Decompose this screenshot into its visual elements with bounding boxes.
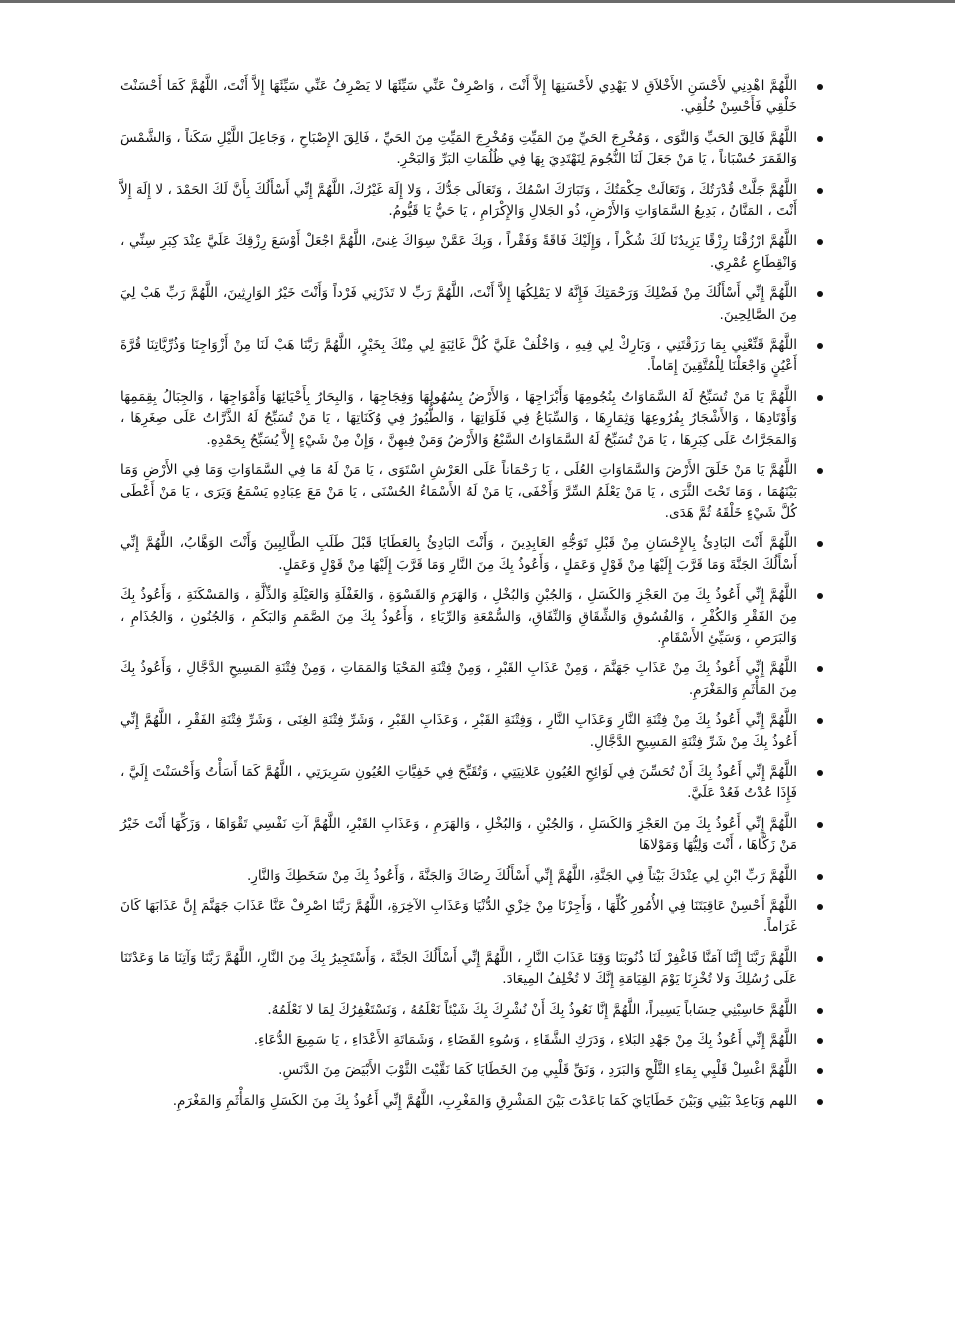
list-item-text: اللَّهُمَّ أَحْسِنْ عَاقِبَتَنَا فِي الأُمُورِ كُلِّهَا ، وَأَجِرْنَا مِنْ خِزْيِ الدُّنْيَا وَعَذَابِ الآخِرَةِ، اللَّهُمَّ رَبَّنَا اصْرِفْ عَنَّا عَذَابَ جَهَنَّمَ إِنَّ عَذَابَهَا كَانَ غَرَاماً. [120, 898, 797, 936]
list-item-text: اللَّهُمَّ يَا مَنْ تُسَبِّحُ لَهُ السَّمَاوَاتُ بِنُجُومِهَا وَأَبْرَاجِهَا ، وَالأَرْضُ بِسُهُولِهَا وَفِجَاجِهَا ، وَالبِحَارُ بِأَحْيَائِهَا وَأَمْوَاجِهَا ، وَالجِبَالُ بِقِمَمِهَا وَأَوْتَادِهَا ، وَالأَشْجَارُ بِفُرُوعِهَا وَثِمَارِهَا ، وَالسِّبَاعُ فِي فَلَوَاتِهَا ، وَالطُّيُورُ فِي وُكَنَاتِهَا ، يَا مَنْ تُسَبِّحُ لَهُ الذَّرَّاتُ عَلَى صِغَرِهَا ، وَالمَجَرَّاتُ عَلَى كِبَرِهَا ، يَا مَنْ تُسَبِّحُ لَهُ السَّمَاوَاتُ السَّبْعُ وَالأَرْضُ وَمَنْ فِيهِنَّ ، وَإِنْ مِنْ شَيْءٍ إِلاَّ يُسَبِّحُ بِحَمْدِهِ. [120, 388, 797, 448]
list-item-text: اللَّهُمَّ ارْزُقْنَا رِزْقًا يَزِيدُنَا لَكَ شُكْراً ، وَإِلَيْكَ فَاقَةً وَفَقْراً ، وَبِكَ عَمَّنْ سِوَاكَ غِنىً، اللَّهُمَّ اجْعَلْ أَوْسَعَ رِزْقِكَ عَلَيَّ عِنْدَ كِبَرِ سِنِّي ، وَانْقِطَاعِ عُمْرِي. [120, 233, 797, 271]
list-item [120, 335, 825, 378]
bullet-icon [817, 874, 823, 880]
list-item-text: اللَّهُمَّ يَا مَنْ خَلَقَ الأَرْضَ وَالسَّمَاوَاتِ العُلَى ، يَا رَحْمَاناً عَلَى العَرْشِ اسْتَوَى ، يَا مَنْ لَهُ مَا فِي السَّمَاوَاتِ وَمَا فِي الأَرْضِ وَمَا بَيْنَهُمَا ، وَمَا تَحْتَ الثَّرَى ، يَا مَنْ يَعْلَمُ السِّرَّ وَأَخْفَى، يَا مَنْ لَهُ الأَسْمَاءُ الحُسْنَى ، يَا مَنْ مَعَ عِبَادِهِ يَسْمَعُ وَيَرَى ، يَا مَنْ أَعْطَى كُلَّ شَيْءٍ خَلْقَهُ ثُمَّ هَدَى. [120, 462, 797, 521]
list-item [120, 866, 825, 887]
bullet-icon [817, 904, 823, 910]
bullet-icon [817, 1038, 823, 1044]
bullet-icon [817, 136, 823, 142]
dua-list [120, 76, 825, 1112]
list-item-text: اللَّهُمَّ حَاسِبْنِي حِسَاباً يَسِيراً، اللَّهُمَّ إِنَّا نَعُوذُ بِكَ أَنْ نُشْرِكَ بِكَ شَيْئاً نَعْلَمُهُ ، وَنَسْتَغْفِرُكَ لِمَا لا نَعْلَمُهُ. [267, 1001, 797, 1018]
list-item [120, 1030, 825, 1051]
list-item-text: اللَّهُمَّ فَالِقَ الحَبِّ وَالنَّوَى ، وَمُخْرِجَ الحَيِّ مِنَ المَيِّتِ وَمُخْرِجَ المَيِّتِ مِنَ الحَيِّ ، فَالِقَ الإِصْبَاحِ ، وَجَاعِلَ اللَّيْلِ سَكَناً ، وَالشَّمْسَ وَالقَمَرَ حُسْبَاناً ، يَا مَنْ جَعَلَ لَنَا النُّجُومَ لِنَهْتَدِيَ بِهَا فِي ظُلُمَاتِ البَرِّ وَالبَحْرِ. [120, 129, 797, 168]
list-item-text: اللهم وَبَاعِدْ بَيْنِي وَبَيْنَ خَطَايَايَ كَمَا بَاعَدْتَ بَيْنَ المَشْرِقِ وَالمَغْرِبِ، اللَّهُمَّ إِنِّي أَعُوذُ بِكَ مِنَ الكَسَلِ وَالمَأْثَمِ وَالمَغْرَمِ. [172, 1092, 797, 1109]
list-item-text: اللَّهُمَّ قَنِّعْنِي بِمَا رَزَقْتَنِي ، وَبَارِكْ لِي فِيهِ ، وَاخْلُفْ عَلَيَّ كُلَّ غَائِبَةٍ لِي مِنْكَ بِخَيْرٍ، اللَّهُمَّ رَبَّنَا هَبْ لَنَا مِنْ أَزْوَاجِنَا وَذُرِّيَّاتِنَا قُرَّةَ أَعْيُنٍ وَاجْعَلْنَا لِلْمُتَّقِينَ إِمَاماً. [120, 337, 797, 375]
list-item-text: اللَّهُمَّ إِنِّي أَعُوذُ بِكَ مِنْ فِتْنَةِ النَّارِ وَعَذَابِ النَّارِ ، وَفِتْنَةِ القَبْرِ ، وَعَذَابِ القَبْرِ ، وَشَرِّ فِتْنَةِ الغِنَى ، وَشَرِّ فِتْنَةِ الفَقْرِ ، اللَّهُمَّ إِنِّي أَعُوذُ بِكَ مِنْ شَرِّ فِتْنَةِ المَسِيحِ الدَّجَّالِ. [120, 712, 797, 750]
list-item [120, 1060, 825, 1081]
list-item-text: اللَّهُمَّ اغْسِلْ قَلْبِي بِمَاءِ الثَّلْجِ وَالبَرَدِ ، وَنَقِّ قَلْبِي مِنَ الخَطَايَا كَمَا نَقَّيْتَ الثَّوْبَ الأَبْيَضَ مِنَ الدَّنَسِ. [278, 1062, 797, 1079]
list-item [120, 128, 825, 171]
list-item [120, 585, 825, 649]
bullet-icon [817, 956, 823, 962]
list-item-text: اللَّهُمَّ إِنِّي أَعُوذُ بِكَ مِنَ العَجْزِ وَالكَسَلِ ، وَالجُبْنِ وَالبُخْلِ ، وَالهَرَمِ وَالقَسْوَةِ ، وَالغَفْلَةِ وَالعَيْلَةِ وَالذِّلَّةِ ، وَالمَسْكَنَةِ ، وَأَعُوذُ بِكَ مِنَ الفَقْرِ وَالكُفْرِ ، وَالفُسُوقِ وَالشِّقَاقِ وَالنِّفَاقِ، وَالسُّمْعَةِ وَالرِّيَاءِ ، وَأَعُوذُ بِكَ مِنَ الصَّمَمِ وَالبَكَمِ ، وَالجُنُونِ ، وَالجُذَامِ ، وَالبَرَصِ ، وَسَيِّئِ الأَسْقَامِ. [120, 587, 797, 646]
bullet-icon [817, 1099, 823, 1105]
list-item-text: اللَّهُمَّ إِنِّي أَعُوذُ بِكَ مِنْ جَهْدِ البَلاءِ ، وَدَرَكِ الشَّقَاءِ ، وَسُوءِ القَضَاءِ ، وَشَمَاتَةِ الأَعْدَاءِ ، يَا سَمِيعَ الدُّعَاءِ. [253, 1032, 797, 1049]
list-item [120, 896, 825, 939]
top-border-line [0, 0, 955, 3]
bullet-icon [817, 718, 823, 724]
bullet-icon [817, 593, 823, 599]
list-item [120, 814, 825, 857]
list-item [120, 231, 825, 274]
list-item-text: اللَّهُمَّ أَنْتَ البَادِئُ بِالإِحْسَانِ مِنْ قَبْلِ تَوَجُّهِ العَابِدِينَ ، وَأَنْتَ البَادِئُ بِالعَطَايَا قَبْلَ طَلَبِ الطَّالِبِينَ وَأَنْتَ الوَهَّابُ، اللَّهُمَّ إِنِّي أَسْأَلُكَ الجَنَّةَ وَمَا قَرَّبَ إِلَيْهَا مِنْ قَوْلٍ وَعَمَلٍ ، وَأَعُوذُ بِكَ مِنَ النَّارِ وَمَا قَرَّبَ إِلَيْهَا مِنْ قَوْلٍ وَعَمَلٍ. [120, 535, 797, 573]
list-item [120, 76, 825, 119]
list-item [120, 533, 825, 576]
list-item [120, 762, 825, 805]
list-item [120, 658, 825, 701]
list-item-text: اللَّهُمَّ رَبِّ ابْنِ لِي عِنْدَكَ بَيْتاً فِي الجَنَّةِ، اللَّهُمَّ إِنِّي أَسْأَلُكَ رِضَاكَ وَالجَنَّةَ ، وَأَعُوذُ بِكَ مِنْ سَخَطِكَ وَالنَّارِ. [246, 867, 797, 884]
bullet-icon [817, 1068, 823, 1074]
bullet-icon [817, 541, 823, 547]
list-item-text: اللَّهُمَّ إِنِّي أَعُوذُ بِكَ مِنْ عَذَابِ جَهَنَّمَ ، وَمِنْ عَذَابِ القَبْرِ ، وَمِنْ فِتْنَةِ المَحْيَا وَالمَمَاتِ ، وَمِنْ فِتْنَةِ المَسِيحِ الدَّجَّالِ ، وَأَعُوذُ بِكَ مِنَ المَأْثَمِ وَالمَغْرَمِ. [120, 660, 797, 698]
document-page [120, 76, 825, 1121]
list-item-text: اللَّهُمَّ إِنِّي أَعُوذُ بِكَ مِنَ العَجْزِ وَالكَسَلِ ، وَالجُبْنِ ، وَالبُخْلِ ، وَالهَرَمِ ، وَعَذَابِ القَبْرِ، اللَّهُمَّ آتِ نَفْسِي تَقْوَاهَا ، وَزَكِّهَا أَنْتَ خَيْرُ مَنْ زَكَّاهَا ، أَنْتَ وَلِيُّهَا وَمَوْلاهَا [120, 815, 797, 854]
bullet-icon [817, 770, 823, 776]
bullet-icon [817, 395, 823, 401]
list-item [120, 1091, 825, 1112]
list-item [120, 948, 825, 991]
bullet-icon [817, 291, 823, 297]
bullet-icon [817, 666, 823, 672]
list-item-text: اللَّهُمَّ إِنِّي أَعُوذُ بِكَ أَنْ تُحَسِّنَ فِي لَوَائِحِ العُيُونِ عَلانِيَتِي ، وَتُقَبِّحَ فِي خَفِيَّاتِ العُيُونِ سَرِيرَتِي ، اللَّهُمَّ كَمَا أَسَأْتُ وَأَحْسَنْتَ إِلَيَّ ، فَإِذَا عُدْتُ فَعُدْ عَلَيَّ. [120, 763, 797, 802]
list-item [120, 710, 825, 753]
bullet-icon [817, 84, 823, 90]
bullet-icon [817, 188, 823, 194]
bullet-icon [817, 239, 823, 245]
list-item [120, 283, 825, 326]
list-item [120, 180, 825, 223]
list-item-text: اللَّهُمَّ جَلَّتْ قُدْرَتُكَ ، وَتَعَالَتْ حِكْمَتُكَ ، وَتَبَارَكَ اسْمُكَ ، وَتَعَالَى جَدُّكَ ، وَلا إِلَهَ غَيْرُكَ، اللَّهُمَّ إِنِّي أَسْأَلُكَ بِأَنَّ لَكَ الحَمْدَ ، لا إِلَهَ إِلاَّ أَنْتَ ، المَنَّانُ ، بَدِيعُ السَّمَاوَاتِ وَالأَرْضِ، ذُو الجَلالِ وَالإِكْرَامِ ، يَا حَيُّ يَا قَيُّومُ. [120, 181, 797, 220]
list-item [120, 387, 825, 451]
list-item-text: اللَّهُمَّ اهْدِنِي لأَحْسَنِ الأَخْلاَقِ لا يَهْدِي لأَحْسَنِهَا إِلاَّ أَنْتَ ، وَاصْرِفْ عَنِّي سَيِّئَهَا لا يَصْرِفُ عَنِّي سَيِّئَهَا إِلاَّ أَنْتَ، اللَّهُمَّ كَمَا أَحْسَنْتَ خَلْقِي فَأَحْسِنْ خُلُقِي. [120, 78, 797, 116]
list-item-text: اللَّهُمَّ إِنِّي أَسْأَلُكَ مِنْ فَضْلِكَ وَرَحْمَتِكَ فَإِنَّهُ لا يَمْلِكُهَا إِلاَّ أَنْتَ، اللَّهُمَّ رَبِّ لا تَذَرْنِي فَرْداً وَأَنْتَ خَيْرُ الوَارِثِينَ، اللَّهُمَّ رَبِّ هَبْ لِيَ مِنَ الصَّالِحِينَ. [120, 285, 797, 323]
list-item-text: اللَّهُمَّ رَبَّنَا إِنَّنَا آمَنَّا فَاغْفِرْ لَنَا ذُنُوبَنَا وَقِنَا عَذَابَ النَّارِ ، اللَّهُمَّ إِنِّي أَسْأَلُكَ الجَنَّةَ ، وَأَسْتَجِيرُ بِكَ مِنَ النَّارِ، اللَّهُمَّ رَبَّنَا وَآتِنَا مَا وَعَدْتَنَا عَلَى رُسُلِكَ وَلا تُخْزِنَا يَوْمَ القِيَامَةِ إِنَّكَ لا تُخْلِفُ المِيعَادَ. [120, 949, 797, 988]
list-item [120, 460, 825, 524]
bullet-icon [817, 343, 823, 349]
bullet-icon [817, 822, 823, 828]
list-item [120, 1000, 825, 1021]
bullet-icon [817, 1008, 823, 1014]
bullet-icon [817, 468, 823, 474]
